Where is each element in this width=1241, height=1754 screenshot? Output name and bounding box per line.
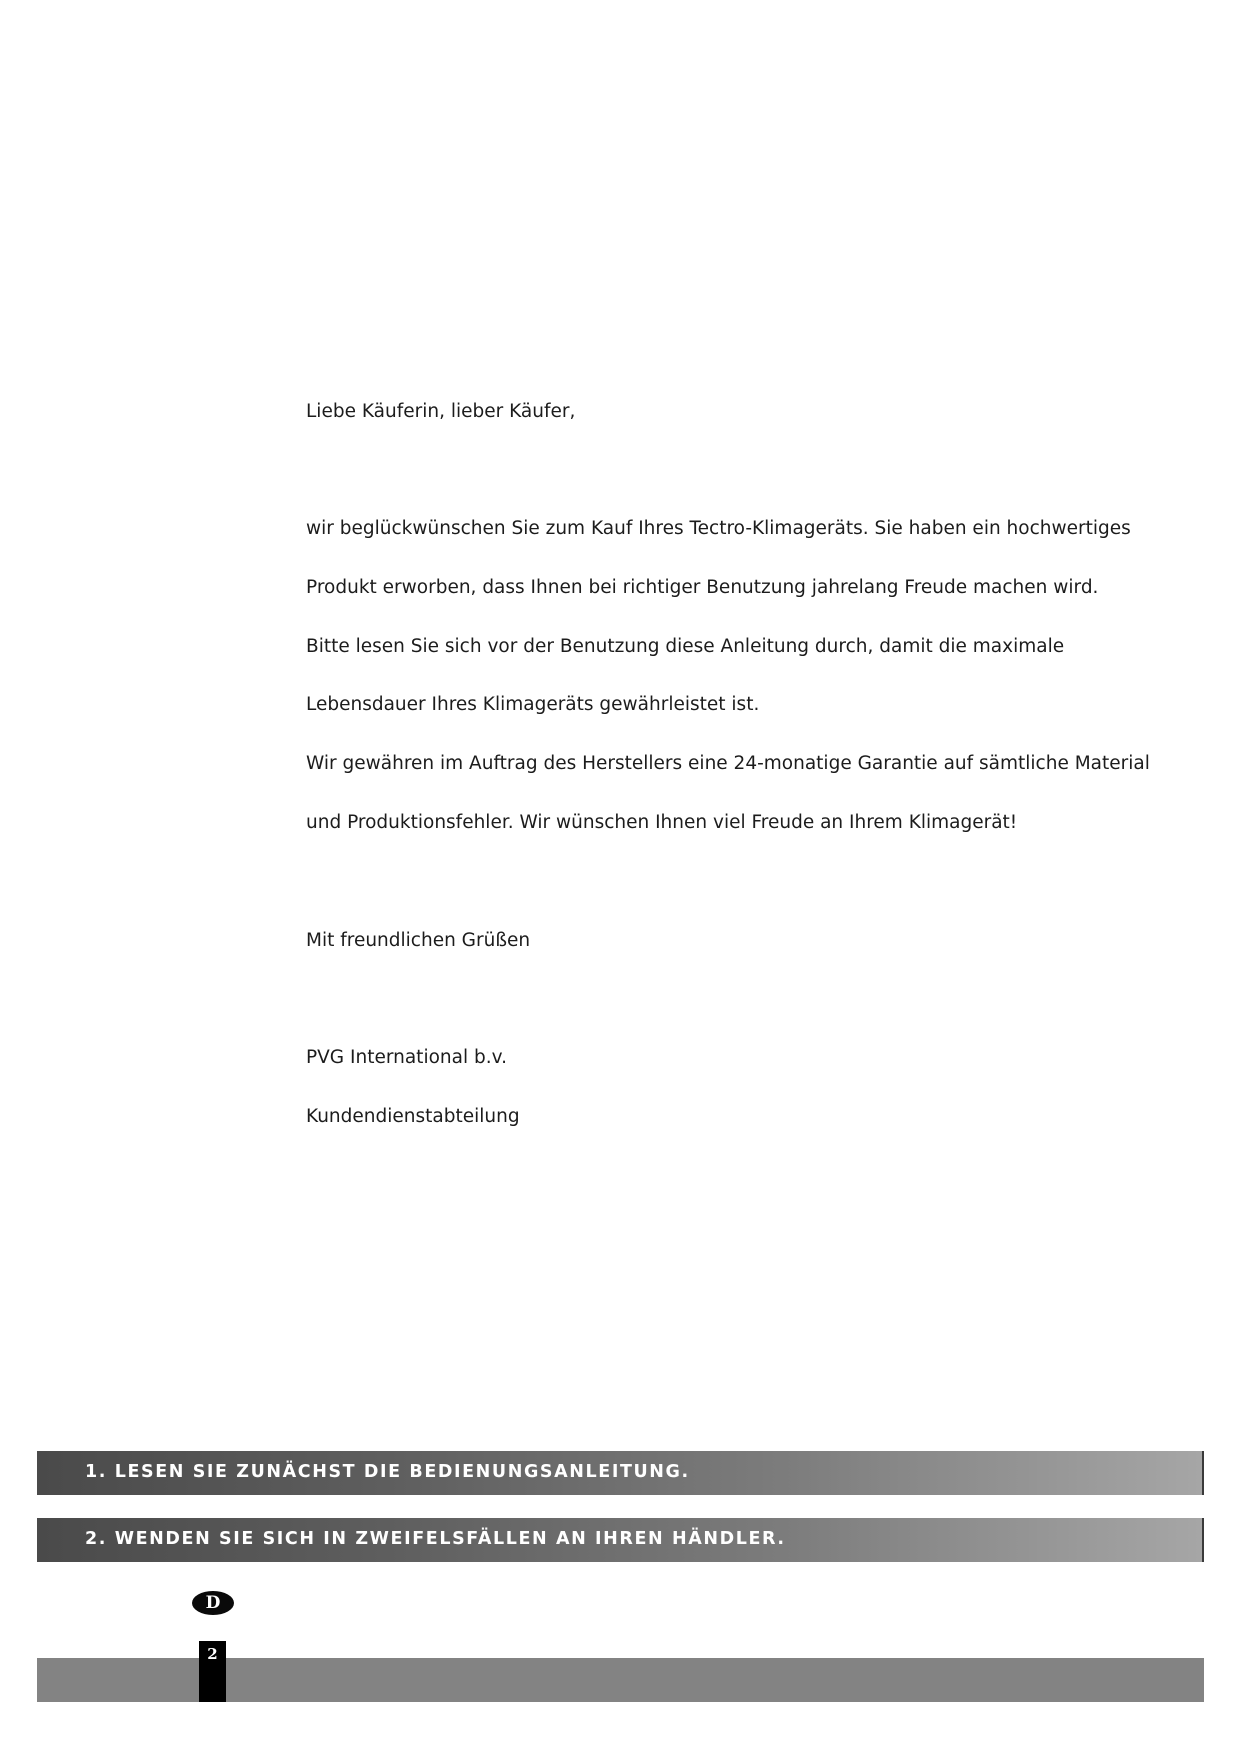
body-line: Bitte lesen Sie sich vor der Benutzung diese Anleitung durch, damit die maximale [306, 636, 1065, 657]
signature-company: PVG International b.v. [306, 1047, 507, 1068]
closing: Mit freundlichen Grüßen [306, 930, 531, 951]
body-line: Wir gewähren im Auftrag des Herstellers eine 24-monatige Garantie auf sämtliche Material [306, 753, 1150, 774]
body-line: wir beglückwünschen Sie zum Kauf Ihres Tectro-Klimageräts. Sie haben ein hochwertiges [306, 518, 1131, 539]
instruction-banner-text: 2. WENDEN SIE SICH IN ZWEIFELSFÄLLEN AN IHREN HÄNDLER. [85, 1529, 786, 1549]
page-number: 2 [199, 1641, 226, 1702]
body-line: und Produktionsfehler. Wir wünschen Ihnen viel Freude an Ihrem Klimagerät! [306, 812, 1018, 833]
instruction-banner-1 [37, 1451, 1204, 1495]
language-badge: D [192, 1591, 234, 1615]
signature-department: Kundendienstabteilung [306, 1106, 520, 1127]
body-line: Produkt erworben, dass Ihnen bei richtiger Benutzung jahrelang Freude machen wird. [306, 577, 1099, 598]
instruction-banner-text: 1. LESEN SIE ZUNÄCHST DIE BEDIENUNGSANLEITUNG. [85, 1462, 690, 1482]
salutation: Liebe Käuferin, lieber Käufer, [306, 401, 576, 422]
instruction-banner-2 [37, 1518, 1204, 1562]
body-line: Lebensdauer Ihres Klimageräts gewährleistet ist. [306, 694, 760, 715]
